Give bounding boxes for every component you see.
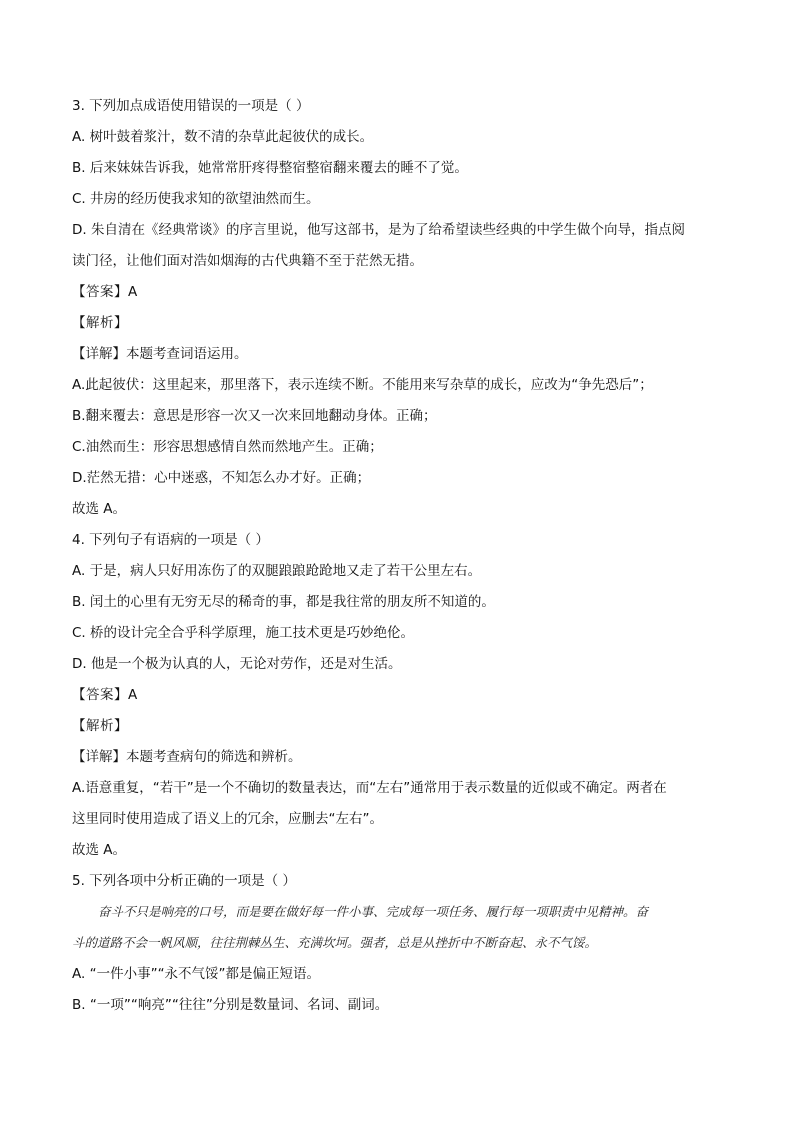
question-4-option-c: C. 桥的设计完全合乎科学原理，施工技术更是巧妙绝伦。 [72, 625, 415, 641]
question-3-conclusion: 故选 A。 [72, 501, 127, 517]
question-3-detail: 【详解】本题考查词语运用。 [72, 346, 248, 362]
question-4-explanation-line2: 这里同时使用造成了语义上的冗余，应删去“左右”。 [72, 811, 383, 827]
question-3-stem: 3. 下列加点成语使用错误的一项是（ ） [72, 98, 310, 114]
question-3-option-c: C. 井房的经历使我求知的欲望油然而生。 [72, 191, 320, 207]
question-4-option-b: B. 闰土的心里有无穷无尽的稀奇的事，都是我往常的朋友所不知道的。 [72, 594, 495, 610]
question-5-stem: 5. 下列各项中分析正确的一项是（ ） [72, 873, 296, 889]
question-4-detail: 【详解】本题考查病句的筛选和辨析。 [72, 749, 302, 765]
question-4-stem: 4. 下列句子有语病的一项是（ ） [72, 532, 269, 548]
question-3-option-a: A. 树叶鼓着浆汁，数不清的杂草此起彼伏的成长。 [72, 129, 374, 145]
question-3-explanation-d: D.茫然无措：心中迷惑，不知怎么办才好。正确； [72, 470, 371, 486]
question-4-option-d: D. 他是一个极为认真的人，无论对劳作，还是对生活。 [72, 656, 402, 672]
question-4-conclusion: 故选 A。 [72, 842, 127, 858]
document-page [72, 96, 722, 1026]
question-3-answer: 【答案】A [72, 284, 138, 300]
question-4-explanation-line1: A.语意重复，“若干”是一个不确切的数量表达，而“左右”通常用于表示数量的近似或不确定。两者在 [72, 780, 667, 796]
question-3-option-d-line1: D. 朱自清在《经典常谈》的序言里说，他写这部书，是为了给希望读些经典的中学生做个向导，指点阅 [72, 222, 685, 238]
question-3-explanation-a: A.此起彼伏：这里起来，那里落下，表示连续不断。不能用来写杂草的成长，应改为“争先恐后”； [72, 377, 653, 393]
question-4-answer: 【答案】A [72, 687, 138, 703]
question-3-analysis-heading: 【解析】 [72, 315, 128, 331]
question-5-passage-line2: 斗的道路不会一帆风顺，往往荆棘丛生、充满坎坷。强者，总是从挫折中不断奋起、永不气馁。 [72, 935, 598, 950]
question-5-passage [72, 902, 722, 953]
question-3-option-b: B. 后来妹妹告诉我，她常常肝疼得整宿整宿翻来覆去的睡不了觉。 [72, 160, 468, 176]
question-4-analysis-heading: 【解析】 [72, 718, 128, 734]
question-3-explanation-b: B.翻来覆去：意思是形容一次又一次来回地翻动身体。正确； [72, 408, 437, 424]
question-5-option-b: B. “一项”“响亮”“往往”分别是数量词、名词、副词。 [72, 997, 389, 1013]
question-5-passage-line1: 奋斗不只是响亮的口号，而是要在做好每一件小事、完成每一项任务、履行每一项职责中见精神。奋 [98, 904, 649, 919]
question-3-explanation-c: C.油然而生：形容思想感情自然而然地产生。正确； [72, 439, 383, 455]
question-4-option-a: A. 于是，病人只好用冻伤了的双腿踉踉跄跄地又走了若干公里左右。 [72, 563, 482, 579]
question-3-option-d-line2: 读门径，让他们面对浩如烟海的古代典籍不至于茫然无措。 [72, 253, 423, 269]
question-5-option-a: A. “一件小事”“永不气馁”都是偏正短语。 [72, 966, 321, 982]
